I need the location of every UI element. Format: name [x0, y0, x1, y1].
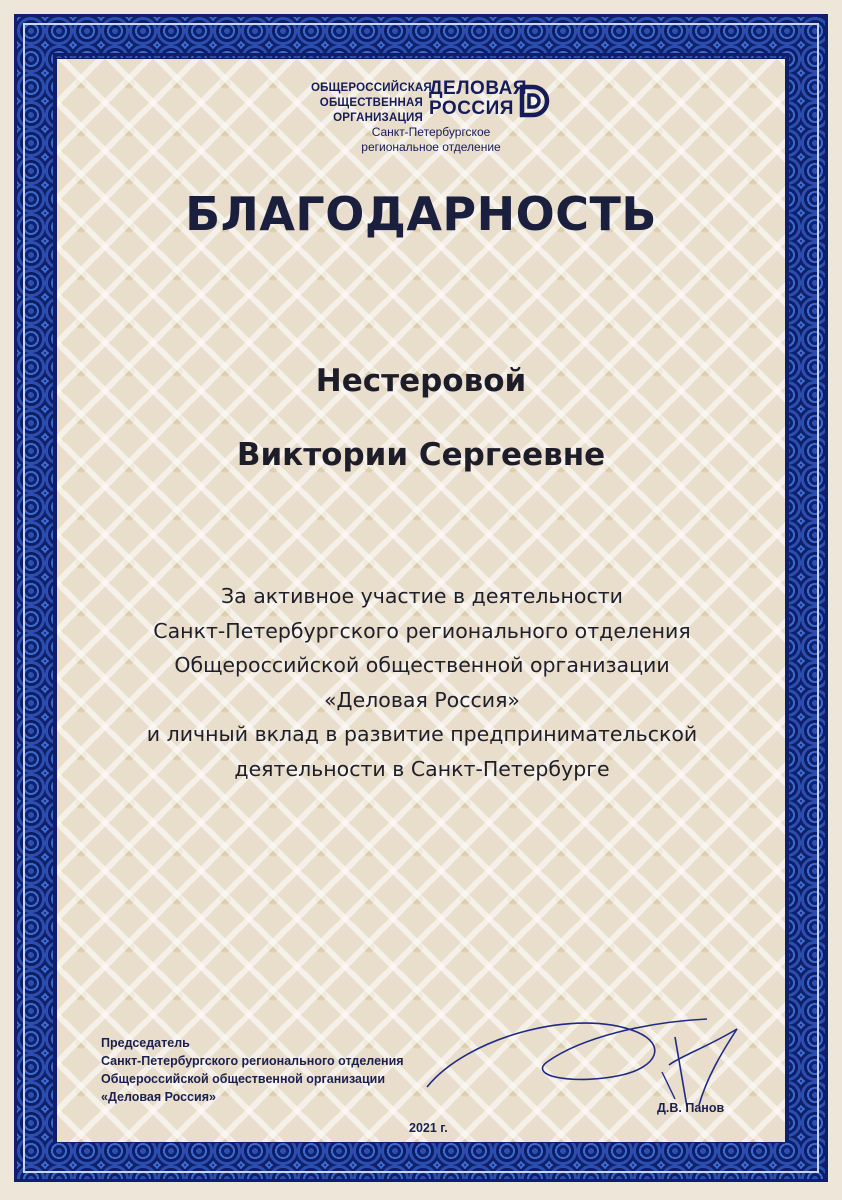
recipient-name: Виктории Сергеевне [236, 437, 606, 473]
signer-position [101, 1034, 481, 1106]
region-line: региональное отделение [361, 140, 501, 154]
document-year: 2021 г. [409, 1121, 448, 1135]
region-text [331, 125, 531, 155]
gratitude-line: За активное участие в деятельности [221, 584, 623, 608]
brand-line: РОССИЯ [429, 98, 514, 119]
signer-name: Д.В. Панов [657, 1101, 725, 1115]
gratitude-line: «Деловая Россия» [324, 687, 520, 712]
recipient-surname: Нестеровой [315, 363, 527, 399]
org-line: ОРГАНИЗАЦИЯ [333, 112, 423, 124]
gratitude-line: Санкт-Петербургского регионального отделения [153, 618, 691, 643]
org-line: ОБЩЕСТВЕННАЯ [319, 97, 423, 109]
signer-line: Санкт-Петербургского регионального отделения [101, 1054, 404, 1068]
org-type-text [311, 81, 432, 126]
signer-line: «Деловая Россия» [101, 1090, 216, 1104]
brand-line: ДЕЛОВАЯ [429, 78, 527, 99]
region-line: Санкт-Петербургское [371, 125, 491, 139]
gratitude-line: Общероссийской общественной организации [174, 653, 670, 677]
gratitude-line: деятельности в Санкт-Петербурге [234, 756, 610, 781]
org-line: ОБЩЕРОССИЙСКАЯ [311, 82, 432, 94]
gratitude-text [97, 579, 747, 786]
organization-logo [311, 79, 641, 179]
delovaya-rossiya-logo-icon [516, 83, 552, 119]
signer-line: Председатель [101, 1036, 190, 1050]
certificate-paper [56, 58, 786, 1143]
gratitude-line: и личный вклад в развитие предпринимательской [146, 722, 698, 746]
signer-line: Общероссийской общественной организации [101, 1072, 386, 1086]
document-title: БЛАГОДАРНОСТЬ [185, 187, 657, 241]
brand-name [429, 79, 527, 119]
